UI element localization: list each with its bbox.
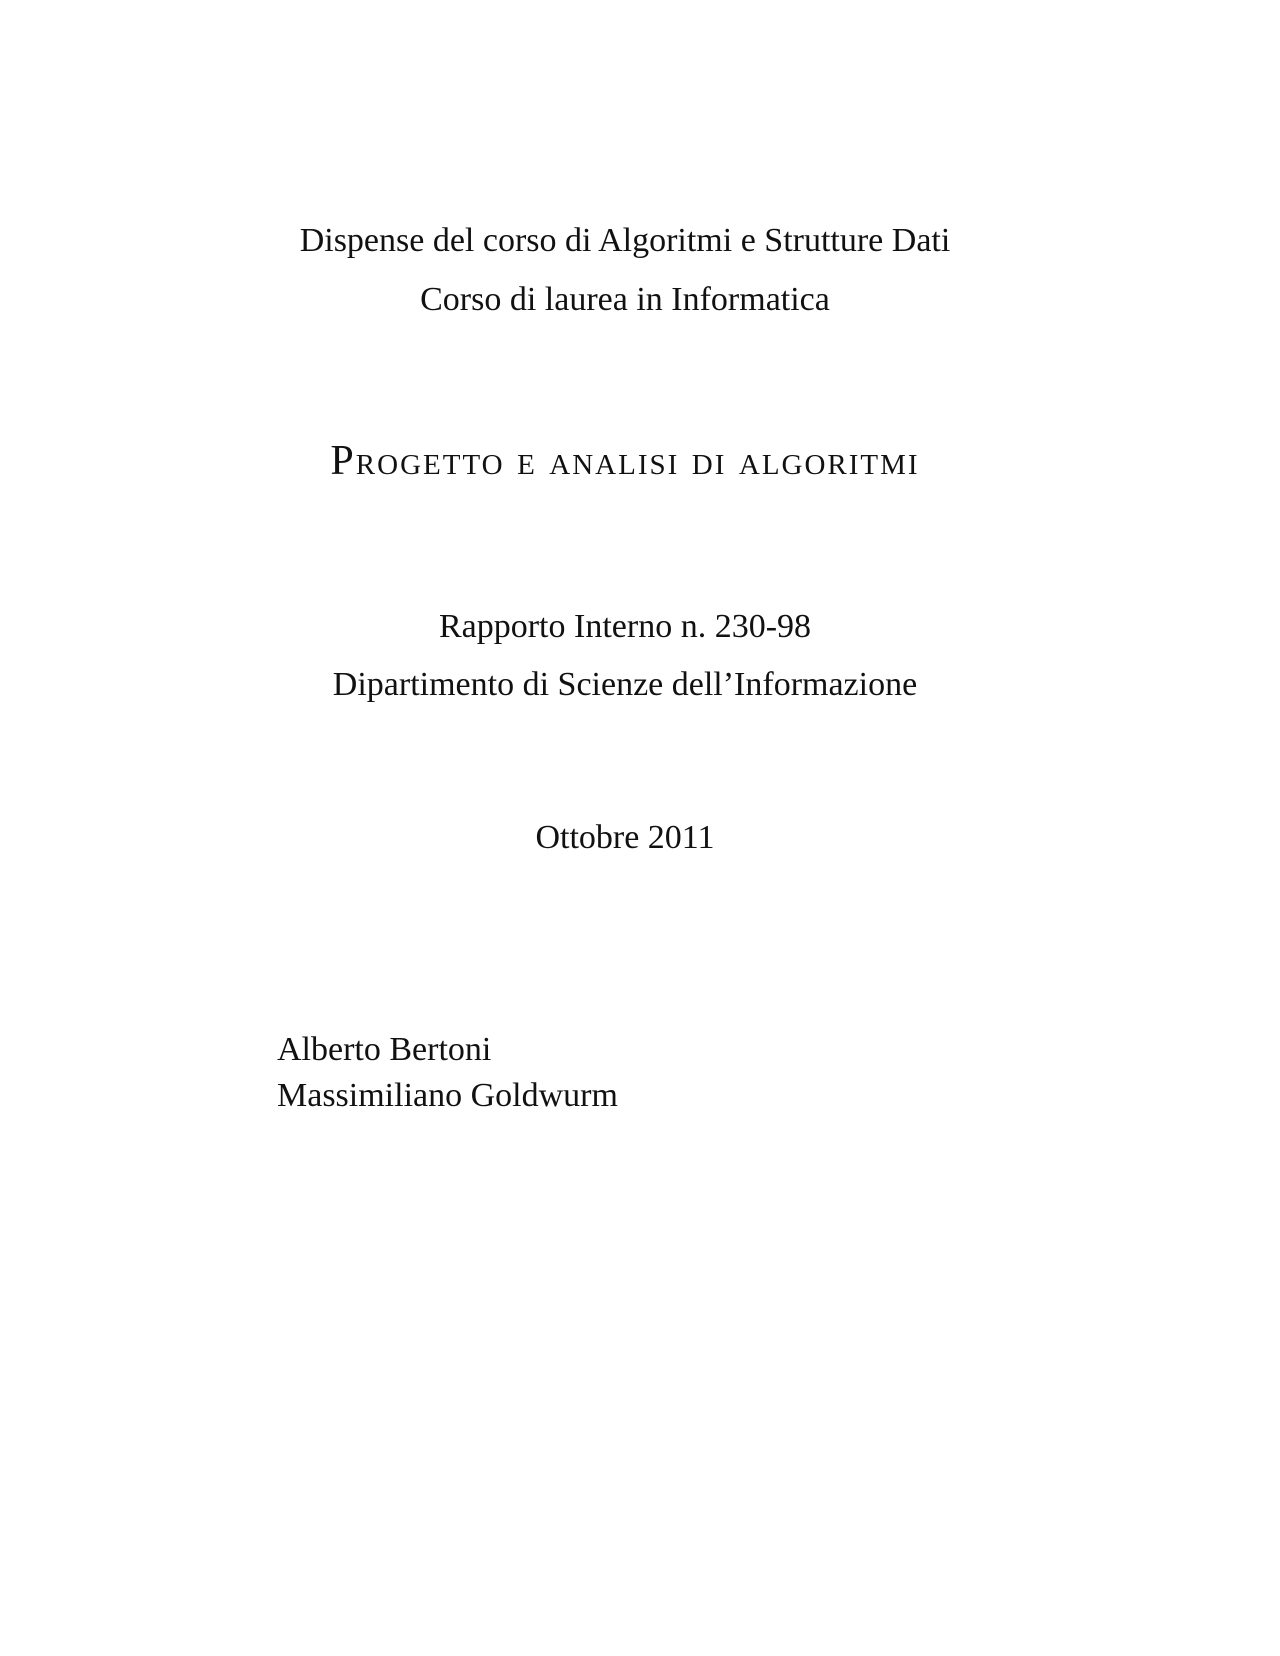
document-title: Progetto e analisi di algoritmi <box>330 438 920 484</box>
degree-line: Corso di laurea in Informatica <box>420 281 830 318</box>
department-line: Dipartimento di Scienze dell’Informazione <box>332 666 918 703</box>
date-line: Ottobre 2011 <box>535 819 715 856</box>
author-1: Alberto Bertoni <box>277 1031 492 1068</box>
course-line: Dispense del corso di Algoritmi e Strutture Dati <box>299 222 951 259</box>
report-number: Rapporto Interno n. 230-98 <box>438 608 812 645</box>
author-2: Massimiliano Goldwurm <box>277 1077 618 1114</box>
